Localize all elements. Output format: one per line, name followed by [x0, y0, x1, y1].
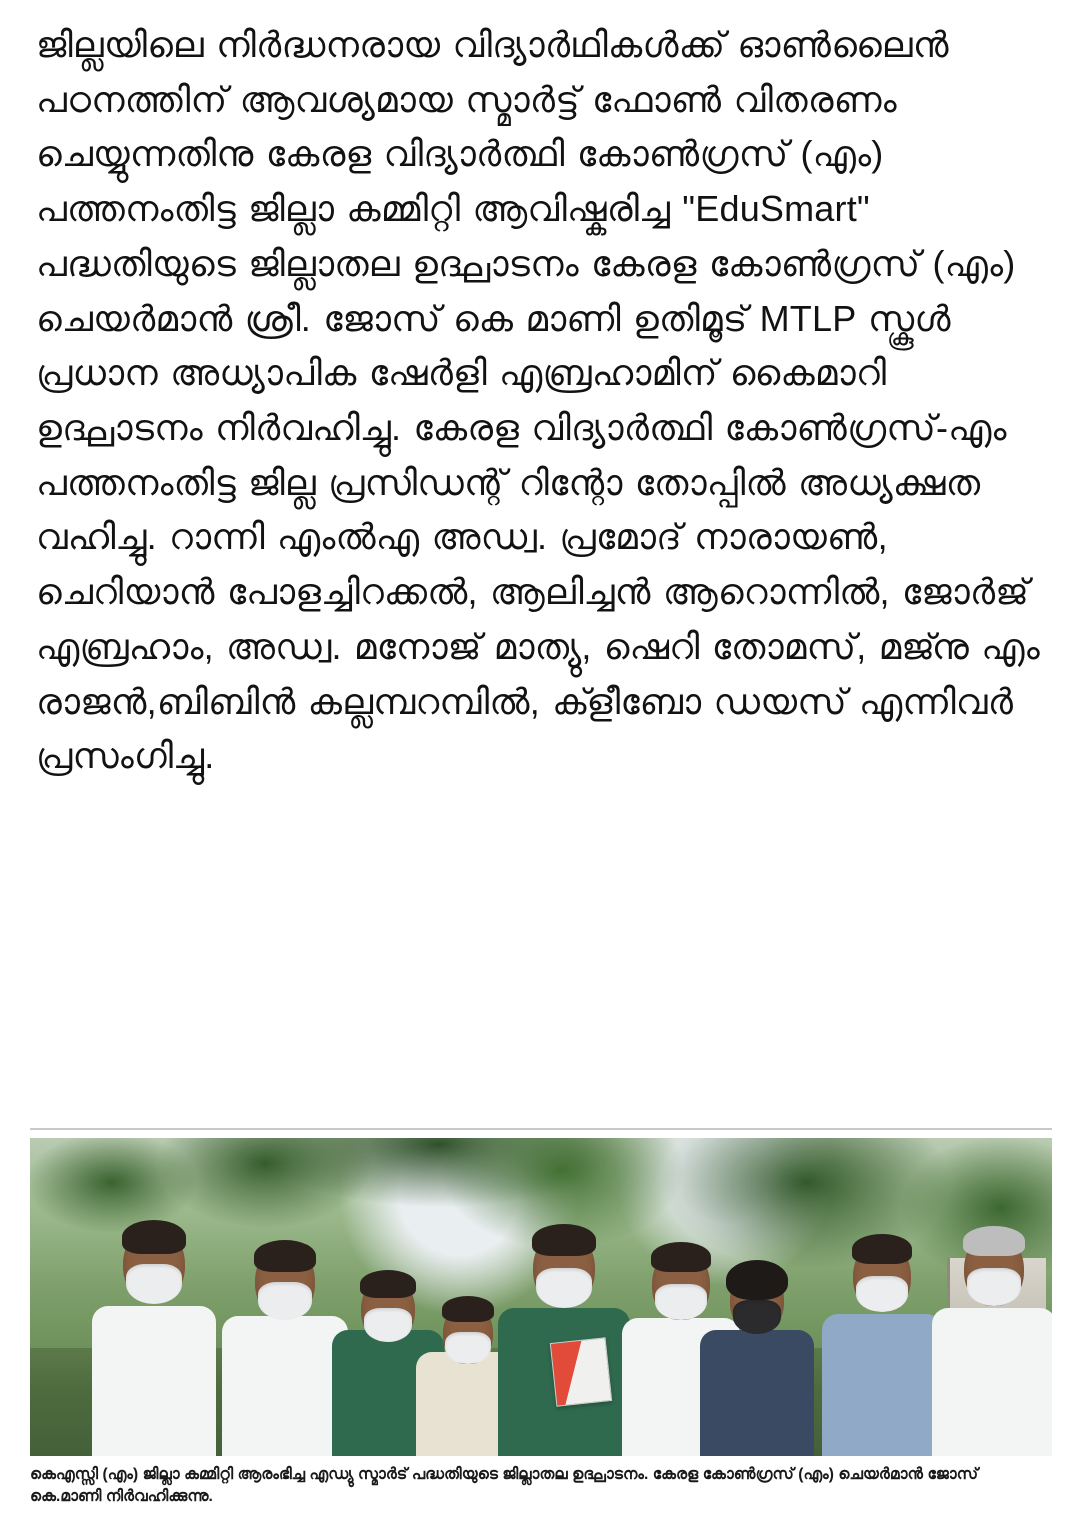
- face-mask: [445, 1332, 491, 1364]
- smartphone-box: [550, 1337, 612, 1407]
- person-hair: [963, 1226, 1025, 1256]
- face-mask: [856, 1276, 908, 1312]
- person-8: [820, 1234, 944, 1456]
- person-7-headmistress: [698, 1260, 816, 1456]
- news-photo: [30, 1138, 1052, 1456]
- photo-block: [30, 1128, 1052, 1514]
- person-body: [700, 1330, 814, 1456]
- person-hair: [726, 1260, 788, 1300]
- person-5-chief-guest: [496, 1224, 632, 1456]
- face-mask: [126, 1264, 182, 1304]
- article-paragraph: ജില്ലയിലെ നിർദ്ധനരായ വിദ്യാർഥികൾക്ക് ഓൺലൈൻ പഠനത്തിന് ആവശ്യമായ സ്മാർട്ട് ഫോൺ വിതരണം ചെയ്യുന്നതിനു കേരള വിദ്യാർത്ഥി കോൺഗ്രസ് (എം) പത്തനംതിട്ട ജില്ലാ കമ്മിറ്റി ആവിഷ്കരിച്ച "EduSmart" പദ്ധതിയുടെ ജില്ലാതല ഉദ്ഘാടനം കേരള കോൺഗ്രസ് (എം) ചെയർമാൻ ശ്രീ. ജോസ് കെ മാണി ഉതിമൂട് MTLP സ്കൂൾ പ്രധാന അധ്യാപിക ഷേർളി എബ്രഹാമിന് കൈമാറി ഉദ്ഘാടനം നിർവഹിച്ചു. കേരള വിദ്യാർത്ഥി കോൺഗ്രസ്-എം പത്തനംതിട്ട ജില്ല പ്രസിഡന്റ് റിന്റോ തോപ്പിൽ അധ്യക്ഷത വഹിച്ചു. റാന്നി എംൽഎ അഡ്വ. പ്രമോദ് നാരായൺ, ചെറിയാൻ പോളച്ചിറക്കൽ, ആലിച്ചൻ ആറൊന്നിൽ, ജോർജ് എബ്രഹാം, അഡ്വ. മനോജ് മാത്യു, ഷെറി തോമസ്, മജ്നു എം രാജൻ,ബിബിൻ കല്ലമ്പറമ്പിൽ, ക്ളീബോ ഡയസ് എന്നിവർ പ്രസംഗിച്ചു.: [36, 24, 1040, 777]
- person-body: [932, 1308, 1052, 1456]
- face-mask: [364, 1308, 412, 1342]
- person-body: [92, 1306, 216, 1456]
- face-mask: [536, 1268, 592, 1308]
- person-hair: [852, 1234, 912, 1264]
- person-hair: [442, 1296, 494, 1322]
- person-hair: [254, 1240, 316, 1272]
- person-hair: [532, 1224, 596, 1256]
- person-9: [930, 1226, 1052, 1456]
- photo-caption: കെഎസ്സി (എം) ജില്ലാ കമ്മിറ്റി ആരംഭിച്ച എഡ്യു സ്മാർട് പദ്ധതിയുടെ ജില്ലാതല ഉദ്ഘാടനം. കേരള കോൺഗ്രസ് (എം) ചെയർമാൻ ജോസ് കെ.മാണി നിർവഹിക്കുന്നു.: [30, 1466, 979, 1506]
- face-mask: [733, 1300, 781, 1334]
- face-mask: [258, 1282, 312, 1320]
- person-body: [822, 1314, 942, 1456]
- photo-divider: [30, 1128, 1052, 1130]
- person-1: [90, 1220, 218, 1456]
- photo-people-group: [30, 1156, 1052, 1456]
- person-hair: [122, 1220, 186, 1254]
- face-mask: [967, 1268, 1021, 1306]
- person-hair: [360, 1270, 416, 1298]
